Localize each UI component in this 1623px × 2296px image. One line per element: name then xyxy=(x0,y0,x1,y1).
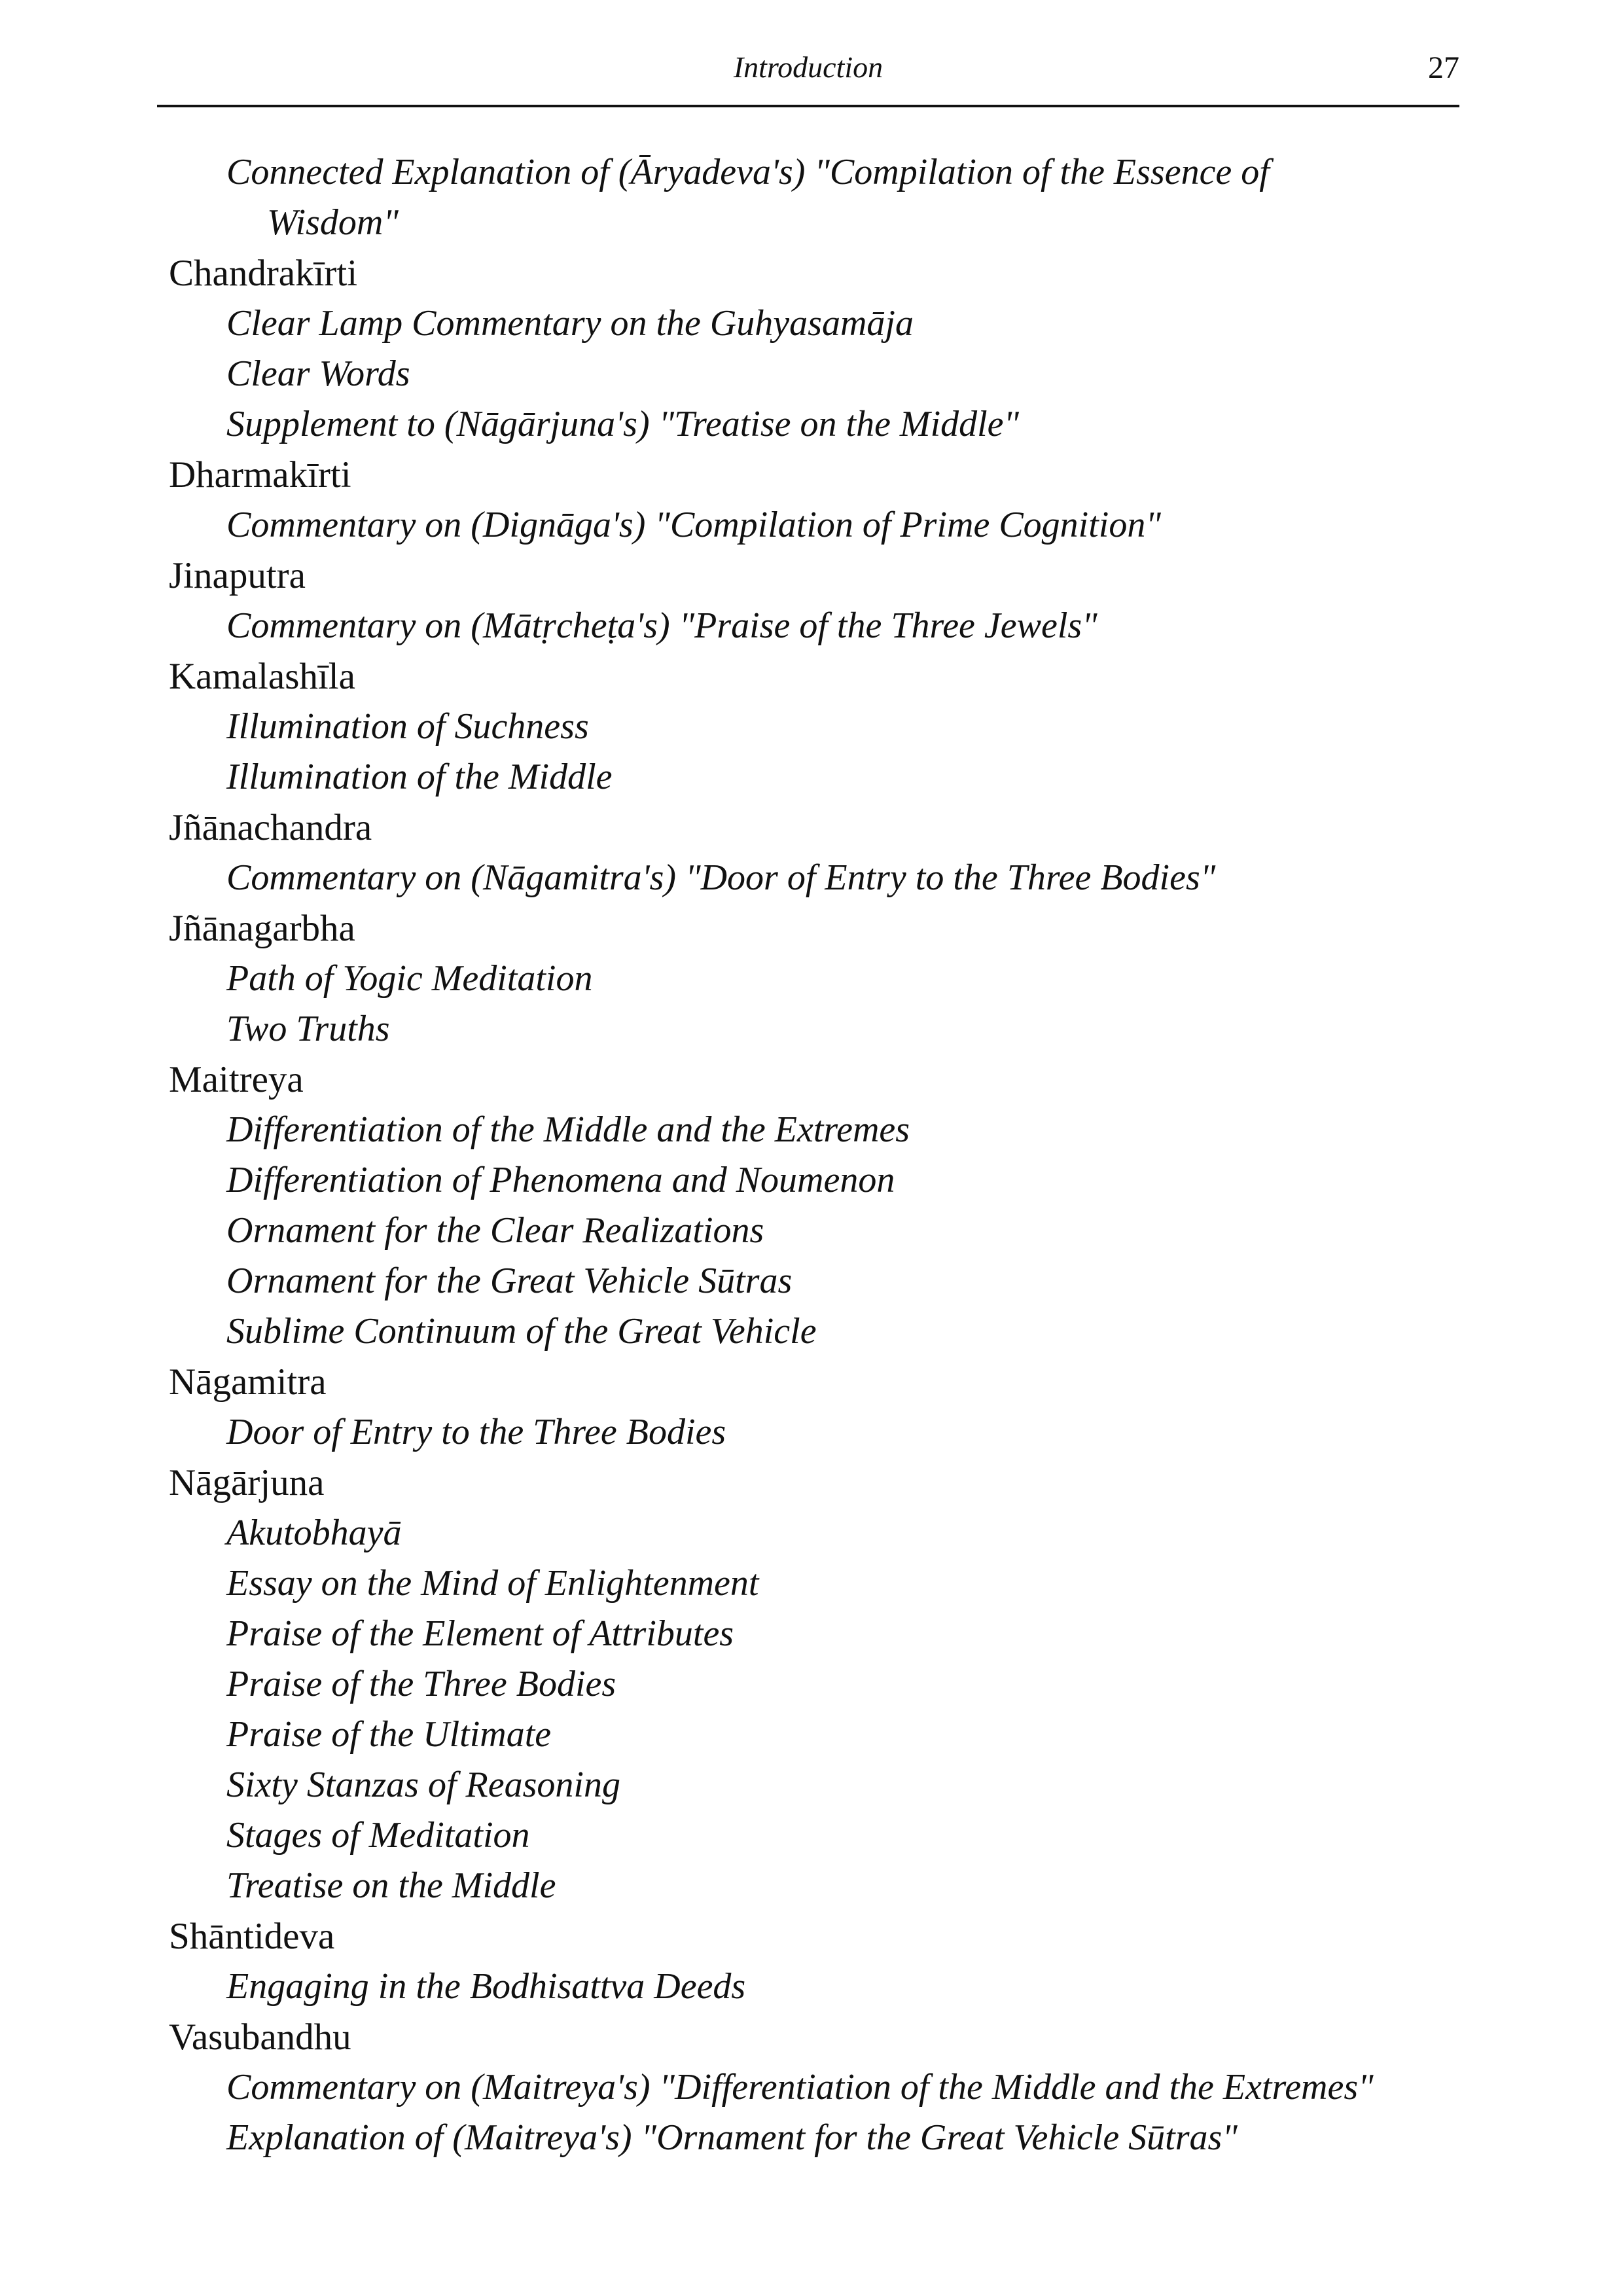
work-title: Essay on the Mind of Enlightenment xyxy=(226,1563,759,1604)
work-title: Connected Explanation of (Āryadeva's) "Compilation of the Essence of Wisdom" xyxy=(226,152,1270,243)
running-header xyxy=(157,46,1459,107)
work-title: Clear Lamp Commentary on the Guhyasamāja xyxy=(226,303,914,344)
author-name: Dharmakīrti xyxy=(169,454,351,495)
work-title: Door of Entry to the Three Bodies xyxy=(226,1412,726,1452)
author-name: Jinaputra xyxy=(169,555,306,596)
work-title: Stages of Meditation xyxy=(226,1815,530,1856)
work-title: Differentiation of the Middle and the Extremes xyxy=(226,1109,910,1150)
work-title: Supplement to (Nāgārjuna's) "Treatise on the Middle" xyxy=(226,404,1020,444)
author-name: Chandrakīrti xyxy=(169,253,358,294)
author-name: Nāgamitra xyxy=(169,1361,327,1403)
author-name: Kamalashīla xyxy=(169,656,355,697)
work-title: Treatise on the Middle xyxy=(226,1865,556,1906)
author-name: Jñānachandra xyxy=(169,807,372,848)
work-title: Illumination of the Middle xyxy=(226,757,613,797)
work-title: Explanation of (Maitreya's) "Ornament for the Great Vehicle Sūtras" xyxy=(226,2117,1238,2158)
header-title: Introduction xyxy=(733,50,883,84)
work-title: Differentiation of Phenomena and Noumenon xyxy=(226,1160,895,1200)
bibliography-list xyxy=(169,147,1465,2163)
work-title: Praise of the Ultimate xyxy=(226,1714,552,1755)
work-title: Engaging in the Bodhisattva Deeds xyxy=(226,1966,746,2007)
author-name: Jñānagarbha xyxy=(169,908,355,949)
work-title: Commentary on (Dignāga's) "Compilation of Prime Cognition" xyxy=(226,505,1161,545)
work-title: Ornament for the Great Vehicle Sūtras xyxy=(226,1261,793,1301)
work-title: Commentary on (Nāgamitra's) "Door of Entry to the Three Bodies" xyxy=(226,857,1216,898)
author-name: Shāntideva xyxy=(169,1916,335,1957)
work-title: Sublime Continuum of the Great Vehicle xyxy=(226,1311,817,1352)
work-title: Commentary on (Mātṛcheṭa's) "Praise of the Three Jewels" xyxy=(226,605,1097,646)
work-title: Illumination of Suchness xyxy=(226,706,589,747)
work-title: Ornament for the Clear Realizations xyxy=(226,1210,764,1251)
work-title: Two Truths xyxy=(226,1009,390,1049)
author-name: Nāgārjuna xyxy=(169,1462,325,1503)
work-title: Sixty Stanzas of Reasoning xyxy=(226,1765,620,1805)
author-name: Maitreya xyxy=(169,1059,304,1100)
work-title: Akutobhayā xyxy=(226,1513,402,1553)
work-title: Praise of the Element of Attributes xyxy=(226,1613,734,1654)
work-title: Path of Yogic Meditation xyxy=(226,958,593,999)
author-name: Vasubandhu xyxy=(169,2017,351,2058)
work-title: Commentary on (Maitreya's) "Differentiation of the Middle and the Extremes" xyxy=(226,2067,1374,2108)
work-title: Praise of the Three Bodies xyxy=(226,1664,616,1704)
work-title: Clear Words xyxy=(226,353,410,394)
page-number: 27 xyxy=(1428,50,1459,85)
